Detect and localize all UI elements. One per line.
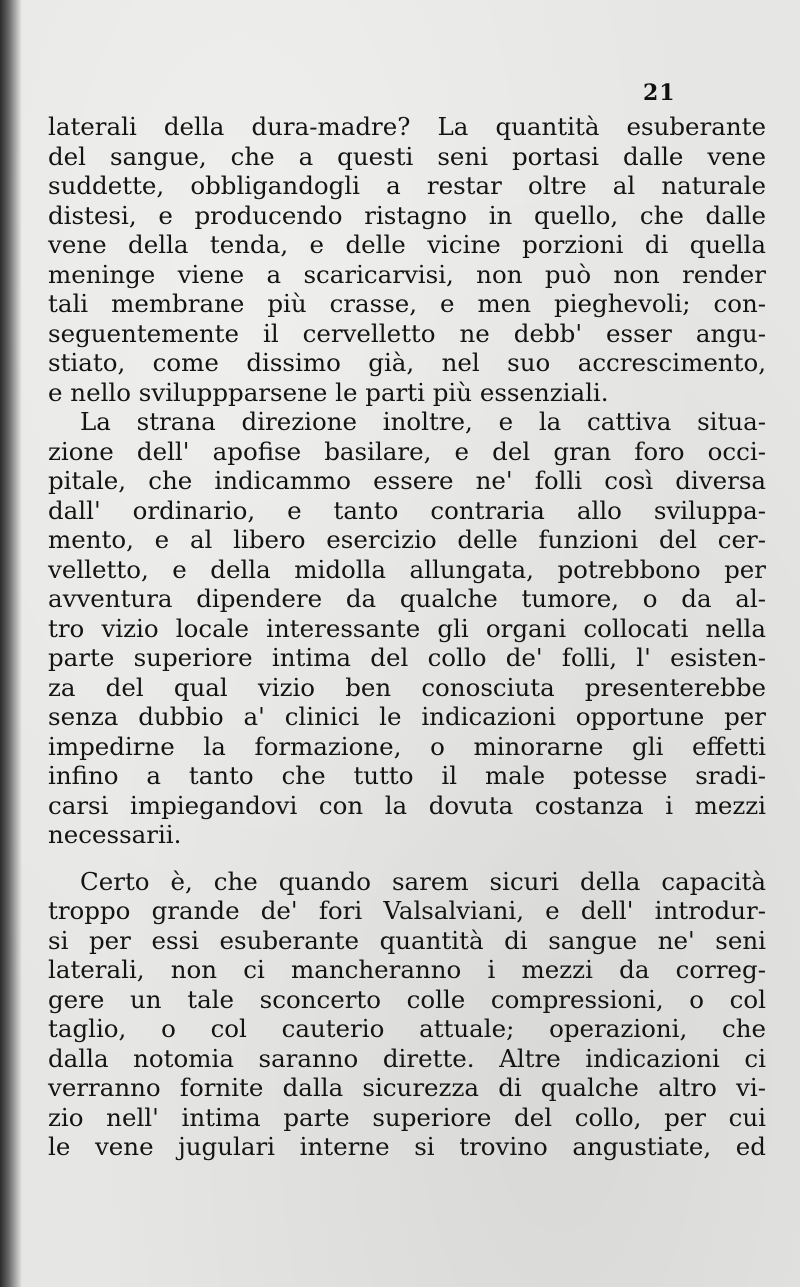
text-line: zio nell' intima parte superiore del collo, per cui (48, 1102, 766, 1132)
text-line: stiato, come dissimo già, nel suo accrescimento, (48, 348, 766, 377)
text-line: zione dell' apofise basilare, e del gran foro occi- (48, 436, 766, 466)
text-line: si per essi esuberante quantità di sangue ne' seni (48, 925, 766, 955)
text-line: meninge viene a scaricarvisi, non può non render (48, 259, 766, 289)
text-line: avventura dipendere da qualche tumore, o da al- (48, 584, 766, 613)
text-line: troppo grande de' fori Valsalviani, e dell' introdur- (48, 896, 766, 925)
text-line: za del qual vizio ben conosciuta presenterebbe (48, 672, 766, 702)
binding-shadow (0, 0, 22, 1287)
text-line: senza dubbio a' clinici le indicazioni opportune per (48, 702, 766, 731)
text-line: dall' ordinario, e tanto contraria allo sviluppa- (48, 495, 766, 525)
text-line: mento, e al libero esercizio delle funzioni del cer- (48, 525, 766, 554)
text-line: suddette, obbligandogli a restar oltre al naturale (48, 171, 766, 200)
text-line: laterali, non ci mancheranno i mezzi da correg- (48, 955, 766, 984)
body-text (48, 112, 766, 1162)
paragraph-3 (48, 867, 766, 1162)
text-line: necessarii. (48, 820, 182, 849)
text-line: le vene jugulari interne si trovino angustiate, ed (48, 1132, 766, 1161)
text-line: impedirne la formazione, o minorarne gli effetti (48, 731, 766, 761)
text-line: distesi, e producendo ristagno in quello, che dalle (48, 200, 766, 230)
text-line: verranno fornite dalla sicurezza di qualche altro vi- (48, 1073, 766, 1102)
text-line: del sangue, che a questi seni portasi dalle vene (48, 141, 766, 171)
text-line: tro vizio locale interessante gli organi collocati nella (48, 613, 766, 643)
text-line: laterali della dura-madre? La quantità esuberante (48, 112, 766, 141)
text-line: tali membrane più crasse, e men pieghevoli; con- (48, 289, 766, 318)
text-line: gere un tale sconcerto colle compressioni, o col (48, 984, 766, 1014)
text-line: seguentemente il cervelletto ne debb' esser angu- (48, 318, 766, 348)
text-line: pitale, che indicammo essere ne' folli così diversa (48, 466, 766, 495)
text-line: Certo è, che quando sarem sicuri della capacità (80, 866, 766, 896)
text-line: velletto, e della midolla allungata, potrebbono per (48, 554, 766, 584)
text-line: La strana direzione inoltre, e la cattiva situa- (80, 407, 766, 436)
text-line: infino a tanto che tutto il male potesse sradi- (48, 761, 766, 790)
paragraph-1 (48, 112, 766, 407)
text-line: dalla notomia saranno dirette. Altre indicazioni ci (48, 1043, 766, 1073)
page-number: 21 (643, 80, 676, 106)
text-line: carsi impiegandovi con la dovuta costanza i mezzi (48, 790, 766, 820)
text-line: taglio, o col cauterio attuale; operazioni, che (48, 1014, 766, 1043)
text-line: vene della tenda, e delle vicine porzioni di quella (48, 230, 766, 259)
paragraph-2 (48, 407, 766, 850)
text-line: parte superiore intima del collo de' folli, l' esisten- (48, 643, 766, 672)
text-line: e nello sviluppparsene le parti più essenziali. (48, 377, 609, 407)
